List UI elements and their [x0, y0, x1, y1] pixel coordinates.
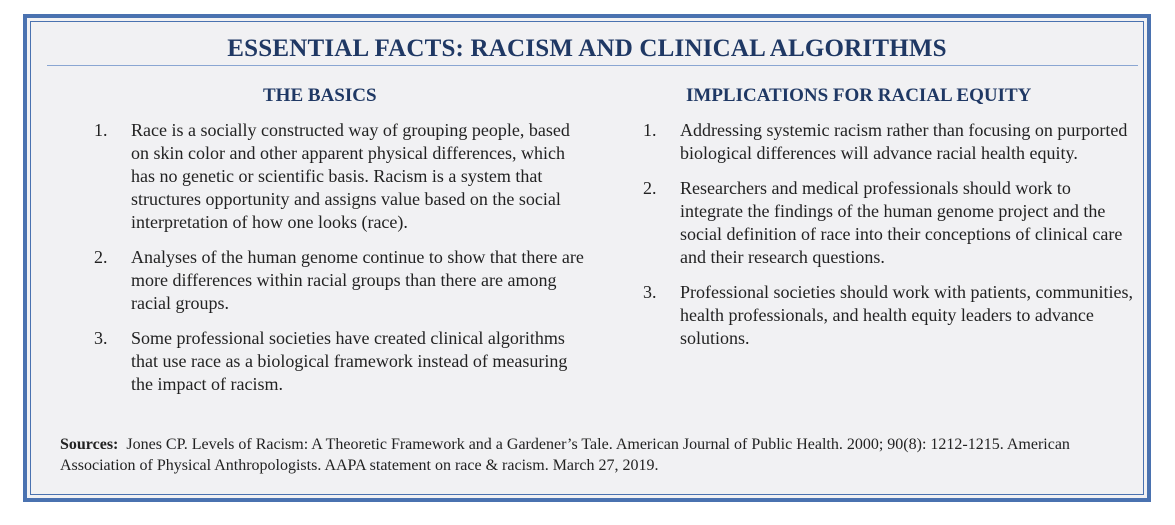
item-number: 2. — [643, 178, 657, 198]
list-item — [94, 119, 584, 234]
list-item — [94, 327, 584, 396]
item-text: Researchers and medical professionals should work to integrate the findings of the human genome project and the social definition of race into their conceptions of clinical care and their research questions. — [680, 178, 1123, 267]
item-number: 3. — [643, 282, 657, 302]
item-text: Addressing systemic racism rather than focusing on purported biological differences will advance racial health equity. — [680, 120, 1128, 163]
fact-sheet-box — [23, 14, 1151, 502]
sources-label: Sources: — [60, 436, 119, 453]
implications-heading: IMPLICATIONS FOR RACIAL EQUITY — [686, 85, 1032, 106]
list-item — [643, 177, 1133, 269]
list-item — [643, 281, 1133, 350]
page-title: ESSENTIAL FACTS: RACISM AND CLINICAL ALGORITHMS — [227, 35, 947, 62]
item-text: Analyses of the human genome continue to show that there are more differences within racial groups than there are among racial groups. — [131, 247, 584, 313]
list-item — [94, 246, 584, 315]
item-text: Race is a socially constructed way of grouping people, based on skin color and other apparent physical differences, which has no genetic or scientific basis. Racism is a system that structures opportunity and assigns value based on the social interpretation of how one looks (race). — [131, 120, 570, 232]
basics-heading: THE BASICS — [263, 85, 377, 106]
implications-list — [643, 119, 1133, 362]
item-number: 1. — [94, 120, 108, 140]
basics-list — [94, 119, 584, 408]
item-text: Some professional societies have created clinical algorithms that use race as a biological framework instead of measuring the impact of racism. — [131, 328, 568, 394]
sources-citation — [60, 434, 1140, 476]
item-text: Professional societies should work with patients, communities, health professionals, and health equity leaders to advance solutions. — [680, 282, 1133, 348]
item-number: 1. — [643, 120, 657, 140]
sources-text: Jones CP. Levels of Racism: A Theoretic Framework and a Gardener’s Tale. American Journal of Public Health. 2000; 90(8): 1212-1215. American Association of Physical Anthropologists. AAPA statement on race & racism. March 27, 2019. — [60, 436, 1070, 474]
item-number: 2. — [94, 247, 108, 267]
item-number: 3. — [94, 328, 108, 348]
title-divider — [47, 65, 1138, 66]
list-item — [643, 119, 1133, 165]
